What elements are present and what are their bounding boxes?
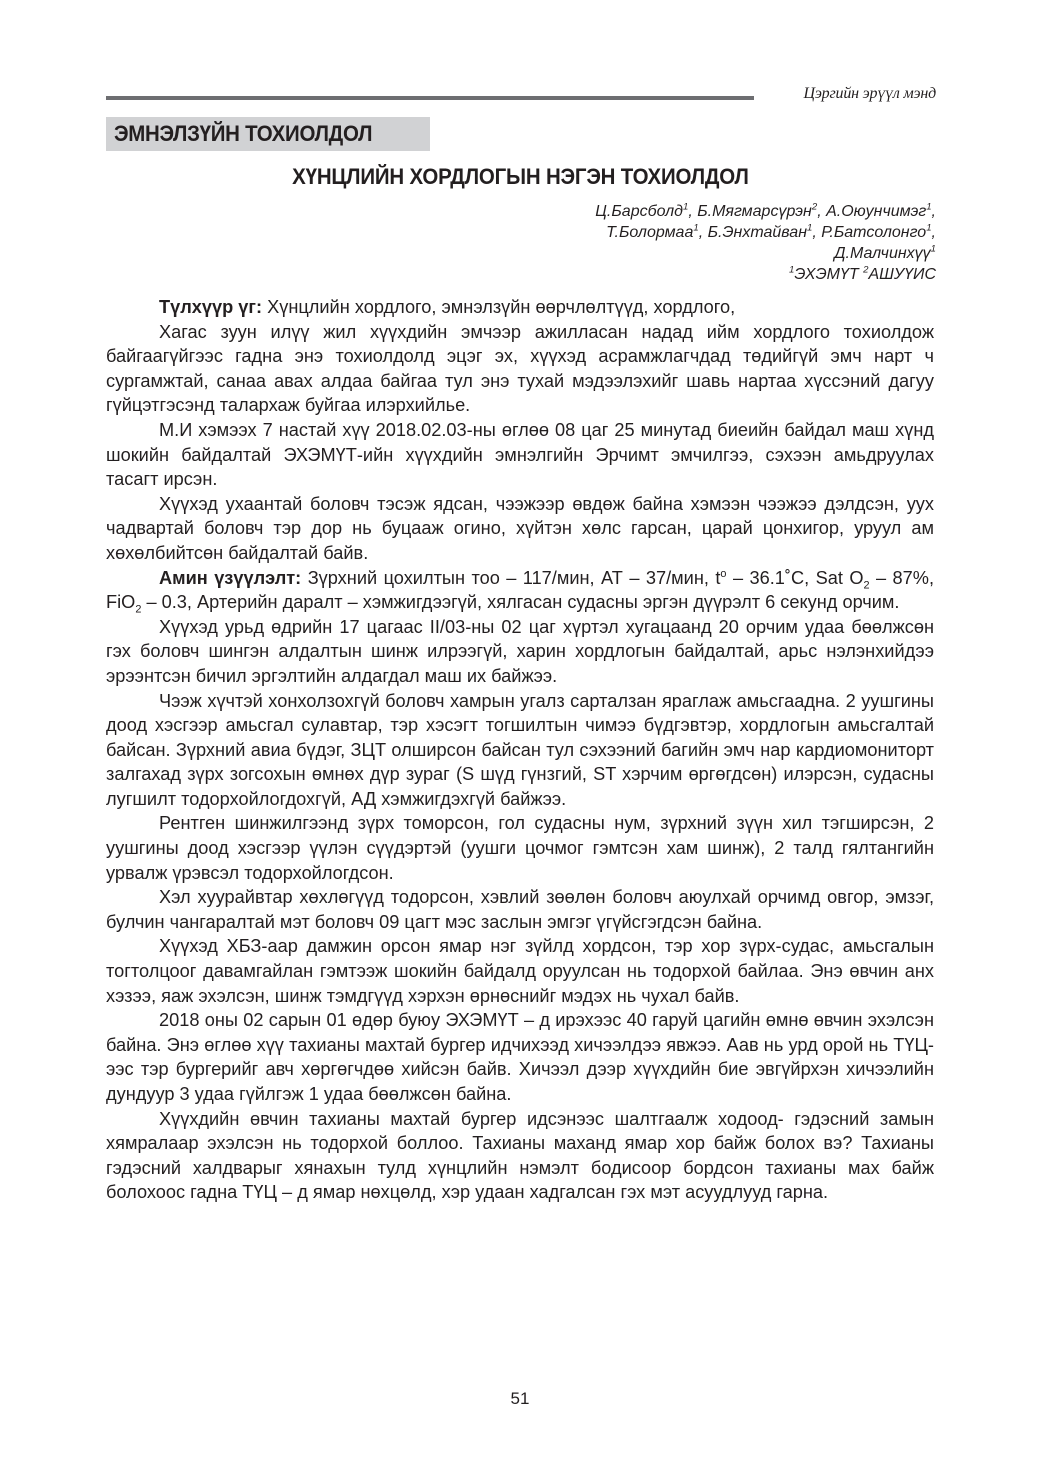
author-affiliation-mark: 1 [807, 222, 813, 234]
subscript: 2 [863, 579, 870, 592]
paragraph: Хагас зуун илүү жил хүүхдийн эмчээр ажилласан надад ийм хордлого тохиолдож байгаагүйгээс гадна энэ тохиолдолд эцэг эх, хүүхэд асрамжлагчдад төдийгүй эмч нарт ч сургамжтай, санаа авах алдаа байгаа тул энэ тухай мэдээлэхийг шавь нартаа хүссэний дагуу гүйцэтгэсэнд талархаж буйгаа илэрхийлье. [106, 321, 934, 416]
vitals-label: Амин үзүүлэлт: [159, 567, 302, 588]
author-line-3 [595, 243, 936, 264]
author-affiliation-mark: 1 [926, 201, 932, 213]
author-name: А.Оюунчимэг [826, 203, 927, 220]
author-separator: , [698, 224, 708, 241]
author-affiliation-mark: 1 [926, 222, 932, 234]
header-rule [106, 96, 754, 100]
author-name: Ц.Барсболд [595, 203, 683, 220]
author-line-1 [595, 201, 936, 222]
affiliation-mark: 1 [789, 264, 795, 276]
author-line-2 [595, 222, 936, 243]
affiliation-mark: 2 [863, 264, 869, 276]
vitals-text: – 36.1˚С, Sat O [726, 567, 864, 588]
paragraph: Чээж хүчтэй хонхолзохгүй боловч хамрын угалз сарталзан яраглаж амьсгаадна. 2 уушгины доод хэсгээр амьсгал сулавтар, тэр хэсэгт тогшилтын чимээ бүдгэвтэр, хордлогын амьсгалтай байсан. Зүрхний авиа бүдэг, ЗЦТ олширсон байсан тул сэхээний багийн эмч нар кардиомониторт залгахад зүрх зогсохын өмнөх дүр зураг (S шүд гүнзгий, ST хэрчим өргөгдсөн) илэрсэн, судасны лугшилт тодорхойлогдохгүй, АД хэмжигдэхгүй байжээ. [106, 690, 934, 809]
paragraph: М.И хэмээх 7 настай хүү 2018.02.03-ны өглөө 08 цаг 25 минутад биеийн байдал маш хүнд шокийн байдалтай ЭХЭМҮТ-ийн хүүхдийн эмнэлгийн Эрчимт эмчилгээ, сэхээн амьдруулах тасагт ирсэн. [106, 419, 934, 490]
affiliations [595, 264, 936, 285]
paragraph: Хүүхдийн өвчин тахианы махтай бургер идсэнээс шалтгаалж ходоод- гэдэсний замын хямралаар эхэлсэн нь тодорхой боллоо. Тахианы маханд ямар хор байж болох вэ? Тахианы гэдэсний халдварыг хянахын тулд хүнцлийн нэмэлт бодисоор бордсон тахианы мах байж болохоос гадна ТҮЦ – д ямар нөхцөлд, хэр удаан хадгалсан гэх мэт асуудлууд гарна. [106, 1108, 934, 1203]
keywords-paragraph [106, 295, 934, 320]
vitals-text: – 0.3, Артерийн даралт – хэмжигдээгүй, хялгасан судасны эргэн дүүрэлт 6 секунд орчим. [141, 592, 900, 613]
page-number: 51 [510, 1389, 530, 1408]
author-separator: , [688, 203, 698, 220]
affiliation-name: ЭХЭМҮТ [794, 266, 859, 283]
paragraph: Хүүхэд урьд өдрийн 17 цагаас II/03-ны 02 цаг хүртэл хугацаанд 20 орчим удаа бөөлжсөн гэх боловч шингэн алдалтын шинж илрээгүй, харин хордлогын байдалтай, арьс нэлэнхийдээ эрээнтсэн бичил эргэлтийн алдагдал маш их байжээ. [106, 616, 934, 686]
author-affiliation-mark: 2 [811, 201, 818, 213]
paragraph: Рентген шинжилгээнд зүрх томорсон, гол судасны нум, зүрхний зүүн хил тэгширсэн, 2 уушгины доод хэсгээр үүлэн сүүдэртэй (уушги цочмог гэмтсэн хам шинж), 2 талд гялтангийн урвалж үрэвсэл тодорхойлогдсон. [106, 813, 934, 883]
section-label: ЭМНЭЛЗҮЙН ТОХИОЛДОЛ [114, 121, 373, 146]
keywords-label: Түлхүүр үг: [159, 297, 263, 317]
author-name: Д.Малчинхүү [834, 245, 931, 262]
author-block [595, 201, 936, 285]
author-separator: , [931, 224, 936, 241]
author-name: Б.Энхтайван [707, 224, 807, 241]
subscript: 2 [135, 603, 142, 616]
author-name: Р.Батсолонго [821, 224, 927, 241]
journal-name: Цэргийн эрүүл мэнд [803, 85, 936, 102]
vitals-text: Зүрхний цохилтын тоо – 117/мин, АТ – 37/мин, t [301, 567, 721, 588]
author-separator: , [817, 203, 827, 220]
paragraph: Хүүхэд ХБЗ-аар дамжин орсон ямар нэг зүйлд хордсон, тэр хор зүрх-судас, амьсгалын тогтолцоог давамгайлан гэмтээж шокийн байдалд оруулсан нь тодорхой байлаа. Энэ өвчин анх хэзээ, яаж эхэлсэн, шинж тэмдгүүд хэрхэн өрнөснийг мэдэх нь чухал байв. [106, 936, 934, 1006]
vitals-paragraph [106, 566, 934, 615]
author-affiliation-mark: 1 [693, 222, 699, 234]
author-separator: , [931, 203, 936, 220]
author-name: Б.Мягмарсүрэн [697, 203, 812, 220]
degree-mark: o [720, 567, 727, 580]
paragraph: Хүүхэд ухаантай боловч тэсэж ядсан, чээжээр өвдөж байна хэмээн чээжээ дэлдсэн, уух чадвартай боловч тэр дор нь буцааж огино, хүйтэн хөлс гарсан, царай цонхигор, уруул ам хөхөлбийтсөн байдалтай байв. [106, 493, 934, 563]
keywords-text: Хүнцлийн хордлого, эмнэлзүйн өөрчлөлтүүд, хордлого, [262, 297, 736, 317]
paragraph: Хэл хуурайвтар хөхлөгүүд тодорсон, хэвлий зөөлөн боловч аюулхай орчимд овгор, эмзэг, булчин чангаралтай мэт боловч 09 цагт мэс заслын эмгэг үгүйсгэгдсэн байна. [106, 887, 934, 932]
article-title [0, 162, 1040, 192]
author-affiliation-mark: 1 [930, 243, 936, 255]
author-affiliation-mark: 1 [683, 201, 689, 213]
author-name: Т.Болормаа [606, 224, 694, 241]
paragraph: 2018 оны 02 сарын 01 өдөр буюу ЭХЭМҮТ – д ирэхээс 40 гаруй цагийн өмнө өвчин эхэлсэн байна. Энэ өглөө хүү тахианы махтай бургер идчихээд хичээлдээ явжээ. Аав нь урд орой нь ТҮЦ-ээс тэр бургерийг авч хөргөгчдөө хийсэн байв. Хичээл дээр хүүхдийн бие эвгүйрхэн хичээлийн дундуур 3 удаа гүйлгэж 1 удаа бөөлжсөн байна. [106, 1010, 934, 1104]
article-title-text: ХҮНЦЛИЙН ХОРДЛОГЫН НЭГЭН ТОХИОЛДОЛ [291, 164, 749, 189]
affiliation-name: АШУҮИС [868, 266, 936, 283]
vitals-text: – 87%, FiO [106, 567, 934, 613]
article-body [106, 295, 934, 1205]
author-separator: , [812, 224, 822, 241]
